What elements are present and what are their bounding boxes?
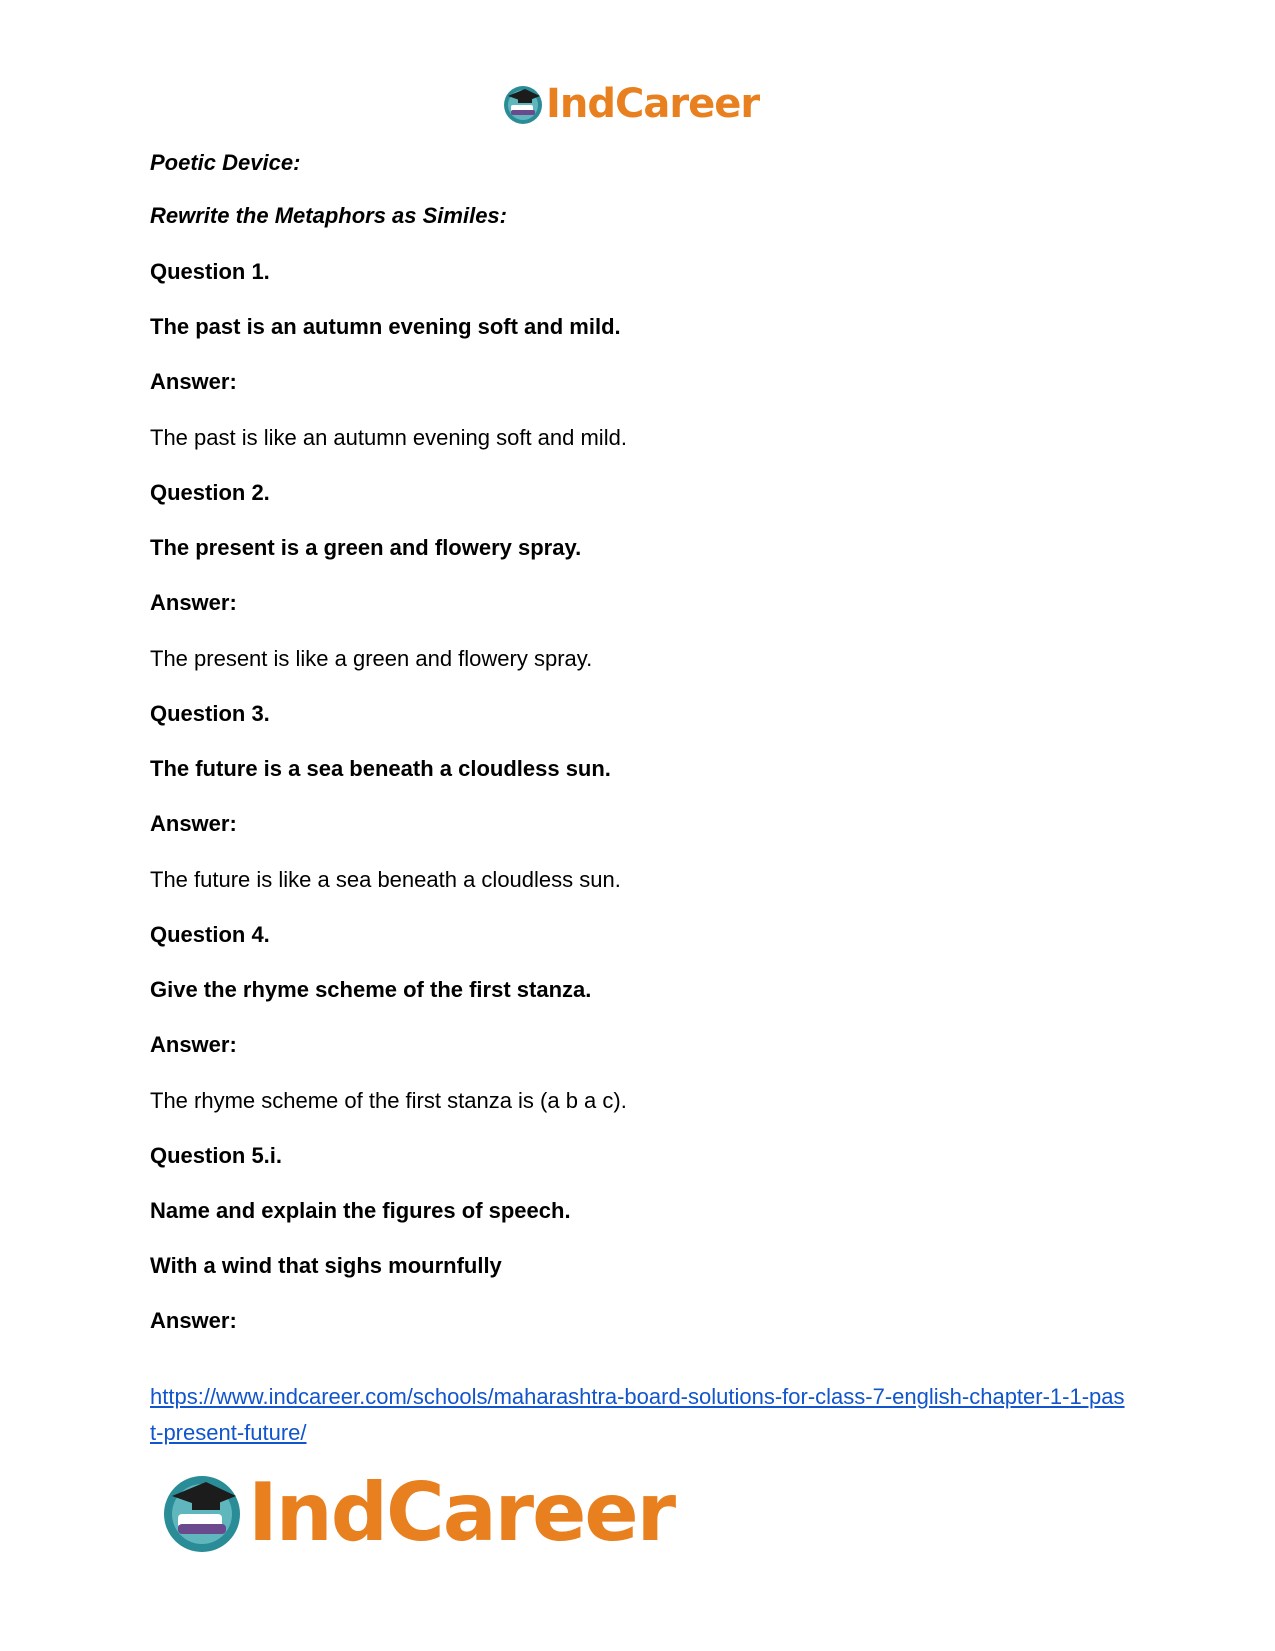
question-2-label: Question 2. bbox=[150, 480, 270, 505]
heading-poetic-device: Poetic Device: bbox=[150, 150, 301, 175]
question-3-label: Question 3. bbox=[150, 701, 270, 726]
question-3-text: The future is a sea beneath a cloudless sun. bbox=[150, 756, 611, 781]
question-4-text: Give the rhyme scheme of the first stanza. bbox=[150, 977, 592, 1002]
question-1-text: The past is an autumn evening soft and mild. bbox=[150, 314, 621, 339]
graduation-cap-globe-icon bbox=[160, 1470, 244, 1554]
question-2-answer-label: Answer: bbox=[150, 590, 237, 615]
question-3-answer: The future is like a sea beneath a cloudless sun. bbox=[150, 867, 621, 892]
question-5-label: Question 5.i. bbox=[150, 1143, 283, 1168]
question-3-answer-label: Answer: bbox=[150, 811, 237, 836]
graduation-cap-globe-icon bbox=[502, 83, 544, 125]
question-5-line: With a wind that sighs mournfully bbox=[150, 1253, 502, 1278]
question-5-answer-label: Answer: bbox=[150, 1308, 237, 1333]
question-2-answer: The present is like a green and flowery spray. bbox=[150, 646, 593, 671]
question-4-answer-label: Answer: bbox=[150, 1032, 237, 1057]
source-url-link[interactable]: https://www.indcareer.com/schools/maharashtra-board-solutions-for-class-7-english-chapter-1-1-past-present-future/ bbox=[150, 1384, 1125, 1445]
footer-logo-text: IndCareer bbox=[248, 1465, 675, 1559]
footer-logo bbox=[160, 1462, 700, 1562]
question-1-answer-label: Answer: bbox=[150, 369, 237, 394]
question-4-answer: The rhyme scheme of the first stanza is (a b a c). bbox=[150, 1088, 627, 1113]
logo-text: IndCareer bbox=[546, 81, 760, 127]
question-2-text: The present is a green and flowery spray. bbox=[150, 535, 582, 560]
question-1-label: Question 1. bbox=[150, 259, 270, 284]
question-5-text: Name and explain the figures of speech. bbox=[150, 1198, 571, 1223]
question-1-answer: The past is like an autumn evening soft and mild. bbox=[150, 425, 627, 450]
header-logo bbox=[502, 78, 772, 130]
question-4-label: Question 4. bbox=[150, 922, 270, 947]
heading-rewrite-metaphors: Rewrite the Metaphors as Similes: bbox=[150, 203, 507, 228]
